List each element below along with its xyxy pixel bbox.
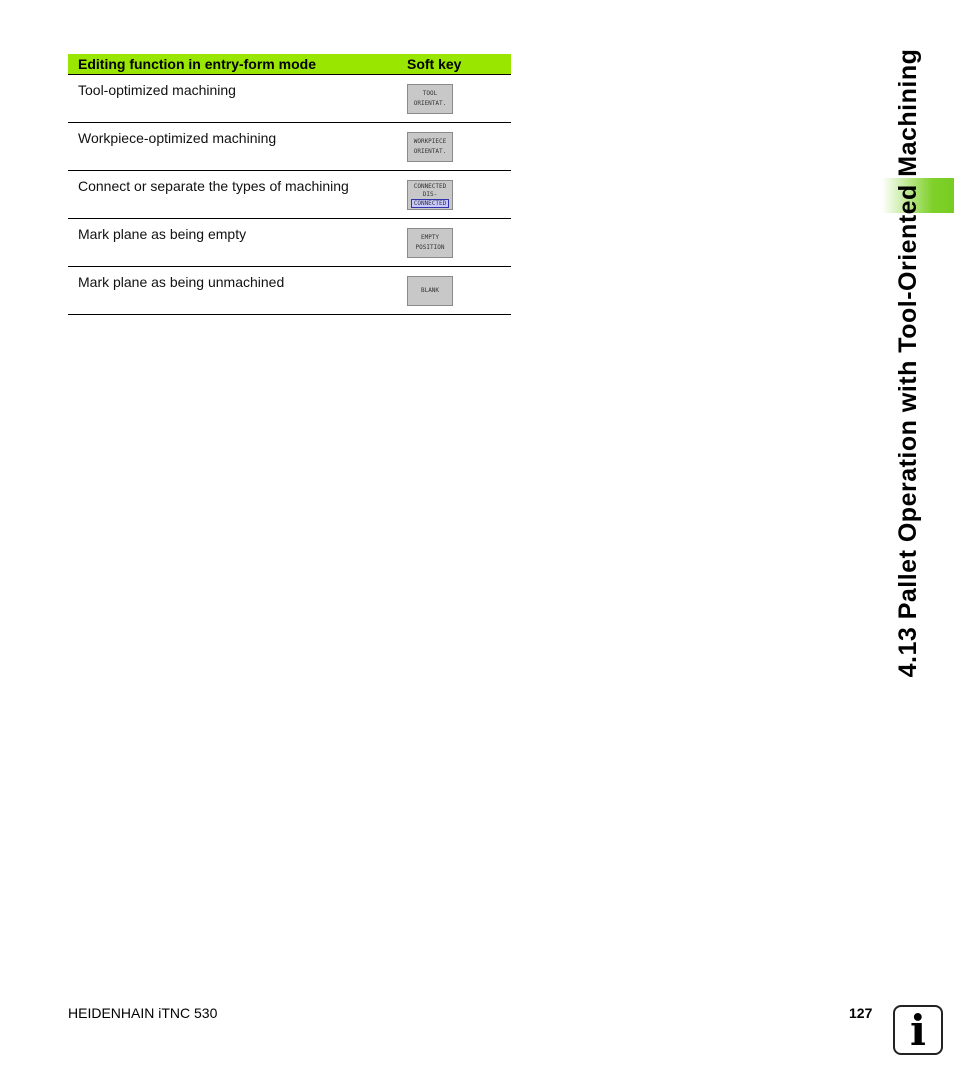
softkey-text: ORIENTAT. [413,100,447,107]
table-row [68,219,511,267]
softkey-text: WORKPIECE [413,138,447,145]
softkey-empty-position [407,228,453,258]
table-row [68,171,511,219]
softkey-text: BLANK [420,287,440,294]
softkey-text: EMPTY [420,234,440,241]
softkey-tool-orientat [407,84,453,114]
softkey-text: CONNECTED [413,182,447,190]
softkey-blank [407,276,453,306]
header-function: Editing function in entry-form mode [78,56,316,72]
table-row [68,267,511,315]
row-description: Mark plane as being unmachined [78,274,285,290]
softkey-text: DIS- [422,190,438,198]
info-icon: i [893,1005,943,1055]
softkey-table [68,54,511,315]
softkey-text: TOOL [422,90,438,97]
row-description: Mark plane as being empty [78,226,247,242]
row-description: Tool-optimized machining [78,82,236,98]
row-description: Connect or separate the types of machining [78,178,349,194]
softkey-connected-disconnected [407,180,453,210]
table-header [68,54,511,75]
table-row [68,123,511,171]
footer-product: HEIDENHAIN iTNC 530 [68,1005,218,1021]
row-description: Workpiece-optimized machining [78,130,277,146]
softkey-text: ORIENTAT. [413,148,447,155]
softkey-workpiece-orientat [407,132,453,162]
chapter-side-title: 4.13 Pallet Operation with Tool-Oriented Machining [894,48,922,678]
header-softkey: Soft key [407,56,462,72]
page-number: 127 [849,1005,873,1021]
table-row [68,75,511,123]
softkey-text-selected: CONNECTED [411,199,450,208]
softkey-text: POSITION [415,244,445,251]
